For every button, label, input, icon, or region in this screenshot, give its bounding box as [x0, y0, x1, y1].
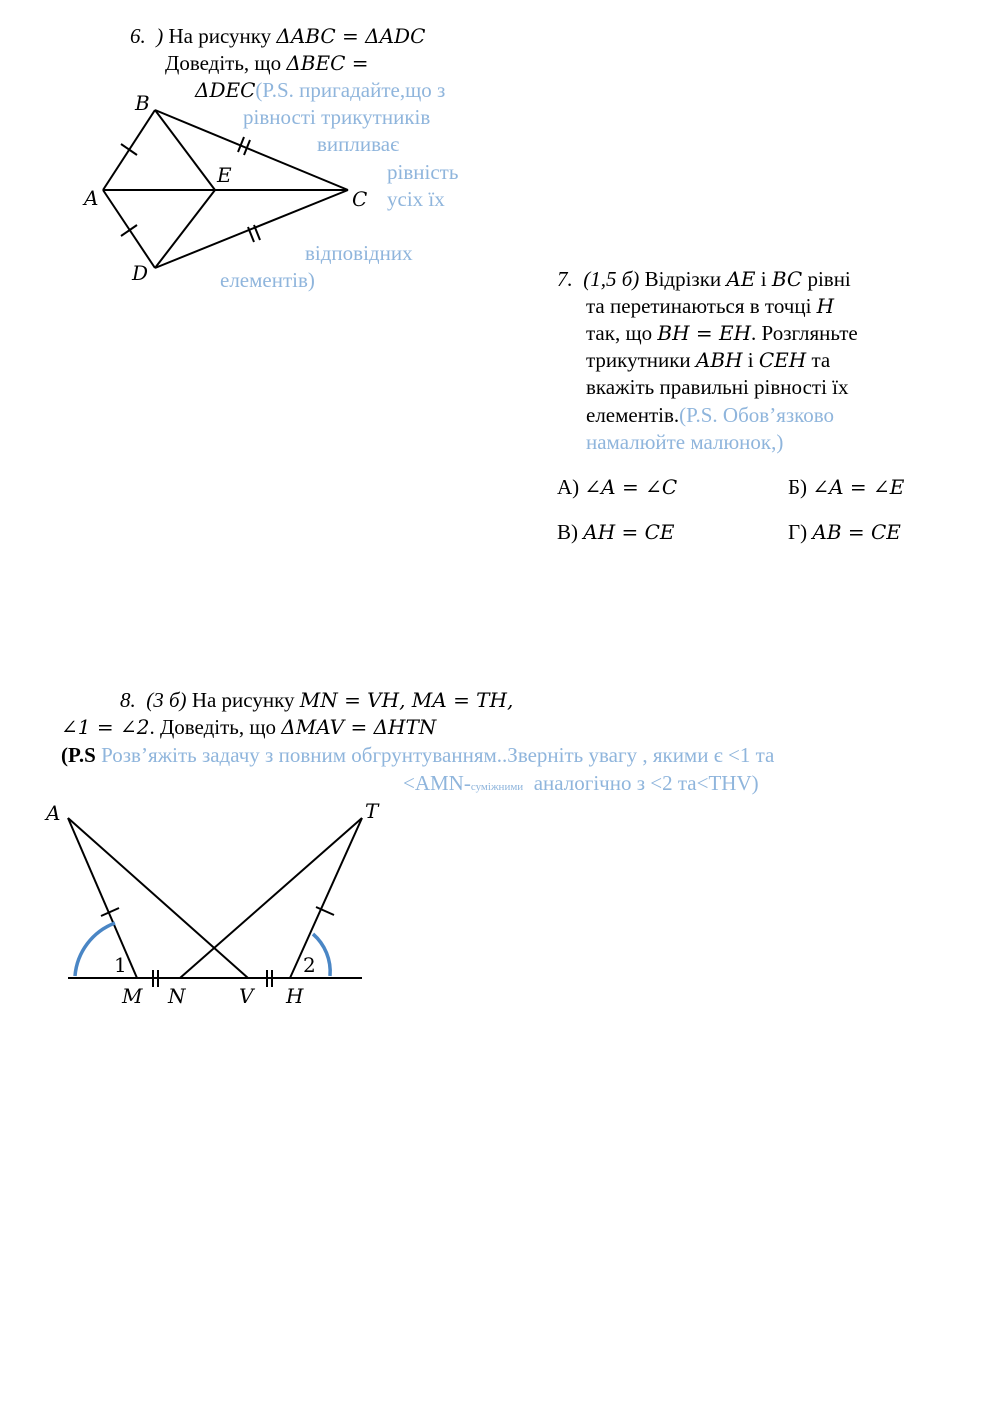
- task8-number: 8.: [120, 688, 136, 712]
- task7-text: рівні: [807, 267, 851, 291]
- task7-hint: (P.S. Обов’язково: [679, 403, 835, 427]
- vertex-c-label: C: [352, 187, 368, 211]
- task7-text: вкажіть правильні рівності їх: [586, 375, 849, 399]
- task7-math: H: [816, 294, 835, 318]
- task6-number: 6.: [130, 24, 146, 48]
- vertex-e-label: E: [217, 163, 232, 187]
- task8-points: (3 б): [146, 688, 187, 712]
- task8-hint2-small: суміжними: [470, 781, 524, 793]
- task7-math: BH = EH: [657, 321, 752, 345]
- task7-math: BC: [771, 267, 803, 291]
- task6-hint-4: усіх їх: [387, 187, 445, 211]
- task8-line1-text: На рисунку: [191, 688, 295, 712]
- task6-line2-text: Доведіть, що: [165, 51, 282, 75]
- vertex-d-label: D: [132, 261, 149, 285]
- point-t-label: T: [365, 799, 379, 823]
- task8-line2-math: ∠1 = ∠2: [61, 715, 150, 739]
- option-expr: ∠A = ∠E: [812, 475, 905, 499]
- task6-hint-5: відповідних: [305, 241, 413, 265]
- task6-hint-1: рівності трикутників: [243, 105, 431, 129]
- task6-paren: ): [156, 24, 164, 48]
- segment-av: [68, 818, 248, 978]
- task7-math: AE: [726, 267, 756, 291]
- task8-hint2a: <AMN-: [403, 771, 471, 795]
- point-m-label: M: [122, 984, 143, 1008]
- option-expr: AB = CE: [812, 520, 901, 544]
- option-letter: Б): [788, 475, 808, 499]
- task7-text: і: [760, 267, 767, 291]
- point-v-label: V: [239, 984, 254, 1008]
- segment-tn: [180, 818, 362, 978]
- task8-line2-text: . Доведіть, що: [149, 715, 277, 739]
- task7-text: елементів.: [586, 403, 680, 427]
- task7-text: . Розгляньте: [751, 321, 858, 345]
- task7-math: CEH: [758, 348, 807, 372]
- task8-hint1: Розв’яжіть задачу з повним обгрунтуванням..Зверніть увагу , якими є <1 та: [101, 743, 775, 767]
- task7-points: (1,5 б): [583, 267, 640, 291]
- task8-line1-math: MN = VH, MA = TH,: [299, 688, 514, 712]
- task7-text: та перетинаються в точці: [586, 294, 812, 318]
- option-letter: Г): [788, 520, 808, 544]
- option-letter: А): [557, 475, 580, 499]
- task6-line3-math: ΔDEC: [195, 78, 256, 102]
- task7-number: 7.: [557, 267, 573, 291]
- task6-line2-math: ΔBEC =: [286, 51, 369, 75]
- point-a-label: A: [46, 801, 61, 825]
- task8-ps: (P.S: [61, 743, 96, 767]
- task6-hint-3: рівність: [387, 160, 459, 184]
- angle-2-label: 2: [303, 953, 316, 977]
- task6-hint-6: елементів): [220, 268, 315, 292]
- task7-text: і: [747, 348, 754, 372]
- vertex-a-label: A: [84, 186, 99, 210]
- task6-hint-2: випливає: [317, 132, 400, 156]
- task8-hint2b: аналогічно з <2 та<THV): [533, 771, 759, 795]
- task8-line2-math2: ΔMAV = ΔHTN: [281, 715, 437, 739]
- point-n-label: N: [168, 984, 186, 1008]
- task7-text: Відрізки: [644, 267, 722, 291]
- angle-1-label: 1: [114, 953, 127, 977]
- vertex-b-label: B: [135, 91, 150, 115]
- angle-1-arc: [75, 923, 115, 976]
- point-h-label: H: [286, 984, 304, 1008]
- task6-line1-math: ΔABC = ΔADC: [276, 24, 426, 48]
- task6-line1-text: На рисунку: [168, 24, 272, 48]
- option-expr: ∠A = ∠C: [584, 475, 678, 499]
- option-letter: В): [557, 520, 578, 544]
- task7-text: трикутники: [586, 348, 691, 372]
- option-expr: AH = CE: [583, 520, 675, 544]
- task7-hint: намалюйте малюнок,): [586, 430, 784, 454]
- task7-text: та: [811, 348, 831, 372]
- task7-math: ABH: [695, 348, 743, 372]
- task6-hint-0: (P.S. пригадайте,що з: [255, 78, 446, 102]
- task7-text: так, що: [586, 321, 653, 345]
